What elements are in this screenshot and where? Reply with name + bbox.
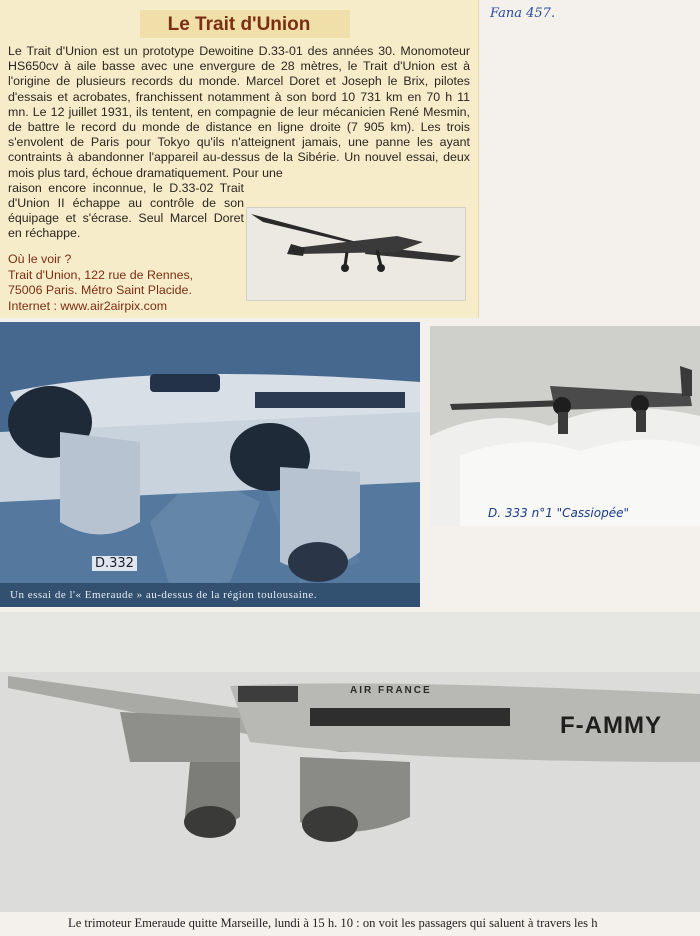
where-address-2: 75006 Paris. Métro Saint Placide.	[8, 283, 192, 297]
registration-lettering: F-AMMY	[560, 712, 662, 739]
article-paragraph-2: raison encore inconnue, le D.33-02 Trait d'Union II échappe au contrôle de son équipage et s'écrase. Seul Marcel Doret en réchappe.	[8, 180, 244, 241]
where-question: Où le voir ?	[8, 252, 72, 266]
blue-photo-caption: Un essai de l'« Emeraude » au-dessus de la région toulousaine.	[10, 589, 317, 601]
article-paragraph-1: Le Trait d'Union est un prototype Dewoitine D.33-01 des années 30. Monomoteur HS650cv à aile basse avec une envergure de 28 mètres, le Trait d'Union est à l'origine de plusieurs records du monde. Marcel Doret et Joseph le Brix, pilotes d'essais et acrobates, franchissent notamment à son bord 10 731 km en 70 h 11 mn. Le 12 juillet 1931, ils tentent, en compagnie de leur mécanicien René Mesmin, de battre le record du monde de distance en ligne droite (7 905 km). Les trois s'envolent de Paris pour Tokyo qu'ils n'atteignent jamais, une panne les ayant contraints à abandonner l'appareil au-dessus de la Sibérie. Un nouvel essai, deux mois plus tard, échoue dramatiquement. Pour une	[8, 44, 470, 180]
where-to-see	[8, 252, 193, 314]
article-clipping	[0, 0, 479, 318]
blue-photo-label: D.332	[92, 556, 137, 571]
air-france-lettering: AIR FRANCE	[350, 685, 432, 696]
article-title: Le Trait d'Union	[167, 14, 311, 35]
cassiopee-photo	[430, 326, 700, 526]
where-address-1: Trait d'Union, 122 rue de Rennes,	[8, 267, 194, 282]
bottom-photo-caption: Le trimoteur Emeraude quitte Marseille, lundi à 15 h. 10 : on voit les passagers qui saluent à travers les h	[68, 916, 598, 930]
handwritten-note: Fana 457.	[490, 6, 556, 21]
right-photo-label: D. 333 n°1 "Cassiopée"	[488, 506, 629, 520]
air-france-photo	[0, 612, 700, 912]
where-website: Internet : www.air2airpix.com	[8, 298, 168, 313]
emeraude-blue-photo	[0, 322, 420, 607]
trait-dunion-photo	[246, 207, 466, 301]
